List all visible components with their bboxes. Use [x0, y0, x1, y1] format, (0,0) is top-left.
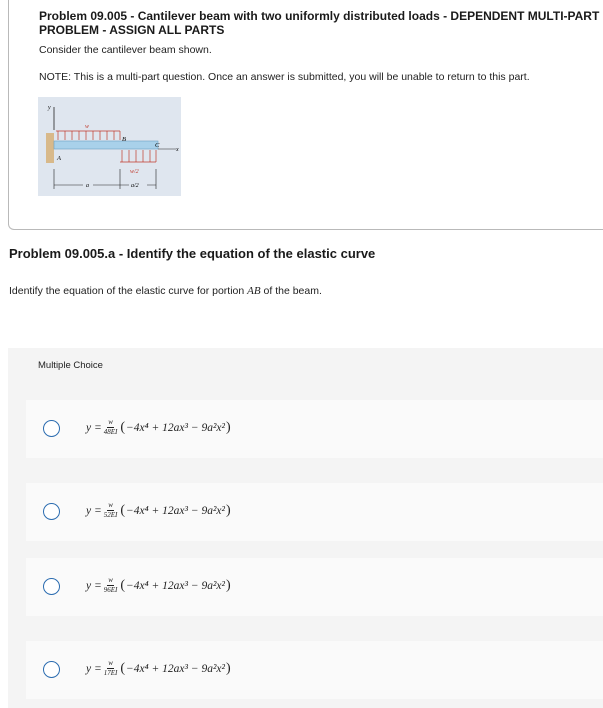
choice-formula: y = $\frac{w}{17EI}$ ( −4x⁴ + 12ax³ − 9a²x² ) — [86, 659, 231, 677]
label-A: A — [57, 155, 61, 162]
choice-option-4[interactable] — [26, 641, 603, 699]
choice-option-2[interactable] — [26, 483, 603, 541]
choice-formula: y = $\frac{w}{52EI}$ ( −4x⁴ + 12ax³ − 9a²x² ) — [86, 501, 231, 519]
load-w-half-arrows — [122, 150, 156, 162]
part-prompt: Identify the equation of the elastic curve for portion AB of the beam. — [9, 285, 322, 297]
choice-option-3[interactable] — [26, 558, 603, 616]
radio-button[interactable] — [43, 503, 60, 520]
problem-note: NOTE: This is a multi-part question. Once an answer is submitted, you will be unable to return to this part. — [39, 71, 530, 83]
label-a-half: a/2 — [131, 183, 139, 189]
label-y: y — [48, 105, 51, 111]
label-x: x — [176, 147, 179, 153]
radio-button[interactable] — [43, 578, 60, 595]
label-C: C — [155, 142, 160, 149]
segment-label: AB — [247, 285, 261, 297]
label-w-half: w/2 — [130, 169, 139, 175]
multiple-choice-panel — [8, 348, 603, 708]
label-B: B — [122, 136, 126, 143]
label-a: a — [86, 183, 89, 189]
label-w: w — [85, 124, 90, 130]
radio-button[interactable] — [43, 420, 60, 437]
choice-formula: y = $\frac{w}{48EI}$ ( −4x⁴ + 12ax³ − 9a²x² ) — [86, 418, 231, 436]
load-w-arrows — [58, 131, 120, 140]
radio-button[interactable] — [43, 661, 60, 678]
beam — [54, 141, 158, 149]
choice-formula: y = $\frac{w}{96EI}$ ( −4x⁴ + 12ax³ − 9a²x² ) — [86, 576, 231, 594]
problem-intro: Consider the cantilever beam shown. — [39, 44, 212, 56]
wall-support — [46, 133, 54, 163]
part-title: Problem 09.005.a - Identify the equation of the elastic curve — [9, 246, 376, 261]
problem-title: Problem 09.005 - Cantilever beam with two uniformly distributed loads - DEPENDENT MULTI-PART PROBLEM - ASSIGN ALL PARTS — [39, 9, 600, 37]
choice-option-1[interactable] — [26, 400, 603, 458]
question-type-label: Multiple Choice — [38, 360, 103, 371]
beam-figure — [38, 97, 181, 196]
